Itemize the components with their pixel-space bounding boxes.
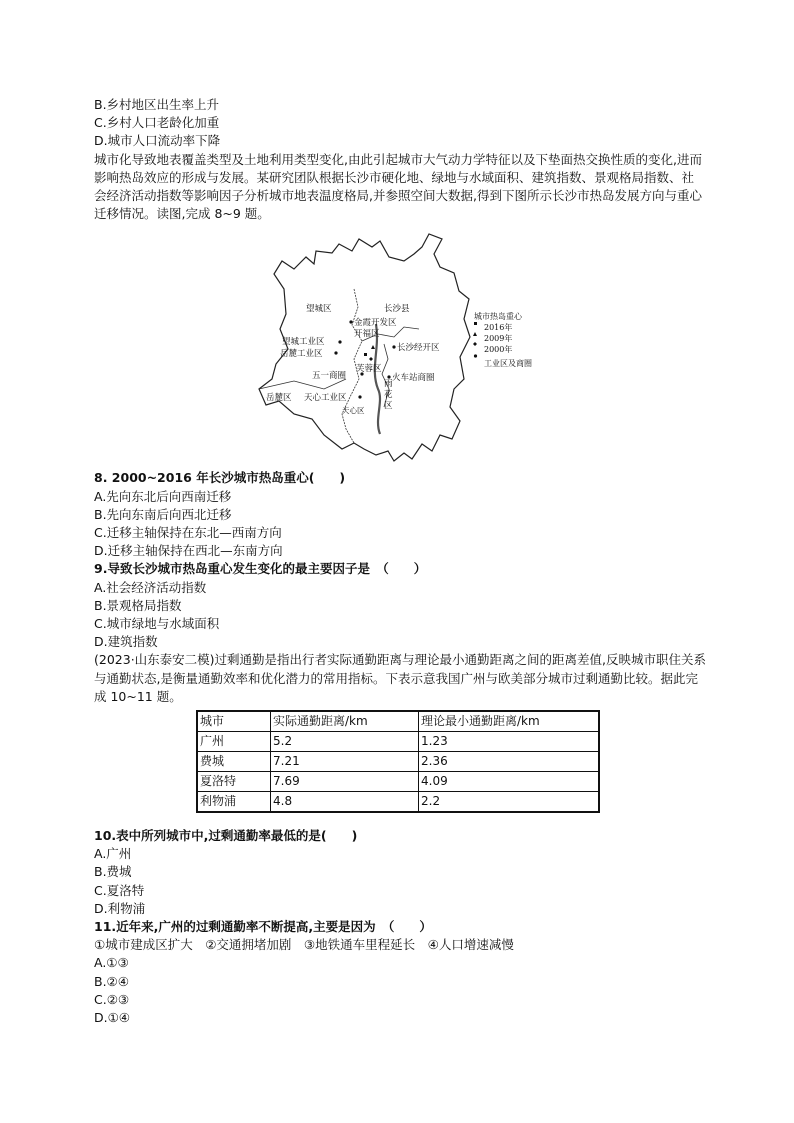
- table-row: [197, 752, 599, 772]
- table-row: [197, 772, 599, 792]
- table-row: [197, 732, 599, 752]
- q11-option-d: D.①④: [94, 1010, 131, 1026]
- table-cell: 4.8: [271, 792, 419, 813]
- table-cell: 利物浦: [197, 792, 271, 813]
- option-b-prev: B.乡村地区出生率上升: [94, 97, 220, 112]
- label-wuyi: 五一商圈: [312, 371, 347, 382]
- label-jinxia: 金霞开发区: [354, 318, 397, 329]
- q8-option-c: C.迁移主轴保持在东北—西南方向: [94, 525, 282, 541]
- label-yuelu-ind: 岳麓工业区: [280, 349, 323, 360]
- table-header: 理论最小通勤距离/km: [419, 711, 600, 732]
- label-wangcheng: 望城区: [306, 304, 332, 315]
- label-wangcheng-ind: 望城工业区: [282, 337, 325, 348]
- label-changsha-econ: 长沙经开区: [397, 343, 440, 354]
- q10-option-b: B.费城: [94, 864, 132, 880]
- q11-option-a: A.①③: [94, 955, 129, 971]
- table-cell: 费城: [197, 752, 271, 772]
- label-tianxin: 天心区: [342, 406, 365, 416]
- table-cell: 广州: [197, 732, 271, 752]
- page-content: [94, 96, 714, 1027]
- q8-option-a: A.先向东北后向西南迁移: [94, 488, 232, 504]
- q9-option-c: C.城市绿地与水域面积: [94, 616, 220, 632]
- q10-option-d: D.利物浦: [94, 900, 146, 916]
- point-jinxia: [349, 321, 352, 324]
- q8-option-b: B.先向东南后向西北迁移: [94, 506, 232, 522]
- q11-conditions: ①城市建成区扩大 ②交通拥堵加剧 ③地铁通车里程延长 ④人口增速减慢: [94, 937, 514, 953]
- table-header-row: [197, 711, 599, 732]
- table-cell: 1.23: [419, 732, 600, 752]
- q8-option-d: D.迁移主轴保持在西北—东南方向: [94, 543, 283, 559]
- table-cell: 夏洛特: [197, 772, 271, 792]
- option-d-prev: D.城市人口流动率下降: [94, 133, 221, 149]
- table-cell: 2.36: [419, 752, 600, 772]
- table-cell: 5.2: [271, 732, 419, 752]
- label-kaifu: 开福区: [354, 329, 380, 340]
- intro-q8-9: 城市化导致地表覆盖类型及土地利用类型变化,由此引起城市大气动力学特征以及下垫面热交换性质的变化,进而影响热岛效应的形成与发展。某研究团队根据长沙市硬化地、绿地与水域面积、建筑指数、景观格局指数、社会经济活动指数等影响因子分析城市地表温度格局,并参照空间大数据,得到下图所示长沙市热岛发展方向与重心迁移情况。读图,完成 8~9 题。: [94, 151, 702, 222]
- table-header: 城市: [197, 711, 271, 732]
- point-changsha-econ: [392, 346, 395, 349]
- legend-industry: 工业区及商圈: [484, 359, 532, 369]
- q11-stem: 11.近年来,广州的过剩通勤率不断提高,主要是因为 （ ）: [94, 919, 432, 935]
- legend-2016: 2016年: [484, 323, 513, 333]
- legend-2009: 2009年: [484, 334, 513, 344]
- q9-option-a: A.社会经济活动指数: [94, 579, 207, 595]
- label-yuelu: 岳麓区: [266, 393, 292, 404]
- table-cell: 2.2: [419, 792, 600, 813]
- changsha-heat-island-map: [254, 229, 554, 469]
- label-yuhua: 雨 花 区: [384, 379, 393, 412]
- label-furong: 芙蓉区: [356, 364, 382, 375]
- table-header: 实际通勤距离/km: [271, 711, 419, 732]
- q8-stem: 8. 2000~2016 年长沙城市热岛重心( ): [94, 470, 346, 486]
- point-wangcheng-ind: [338, 341, 341, 344]
- centroid-2000: [369, 357, 373, 361]
- label-tianxin-ind: 天心工业区: [304, 393, 347, 404]
- map-legend: [474, 311, 532, 369]
- xiang-river: [375, 324, 380, 434]
- q10-option-a: A.广州: [94, 846, 132, 862]
- table-cell: 7.21: [271, 752, 419, 772]
- table-cell: 4.09: [419, 772, 600, 792]
- q9-stem: 9.导致长沙城市热岛重心发生变化的最主要因子是 （ ）: [94, 561, 427, 577]
- point-yuelu-ind: [334, 352, 337, 355]
- centroid-2016: [364, 353, 367, 356]
- q11-option-b: B.②④: [94, 973, 129, 989]
- label-train: 火车站商圈: [392, 373, 435, 384]
- option-c-prev: C.乡村人口老龄化加重: [94, 115, 220, 131]
- q9-option-d: D.建筑指数: [94, 634, 158, 650]
- centroid-2009: [371, 345, 375, 349]
- legend-2000: 2000年: [484, 345, 513, 355]
- q9-option-b: B.景观格局指数: [94, 597, 182, 613]
- legend-title: 城市热岛重心: [474, 312, 522, 322]
- commute-table: [196, 710, 600, 813]
- table-row: [197, 792, 599, 813]
- point-tianxin-ind: [358, 396, 361, 399]
- q10-option-c: C.夏洛特: [94, 882, 145, 898]
- label-changsha-county: 长沙县: [384, 304, 410, 315]
- q11-option-c: C.②③: [94, 991, 130, 1007]
- q10-stem: 10.表中所列城市中,过剩通勤率最低的是( ): [94, 828, 358, 844]
- table-cell: 7.69: [271, 772, 419, 792]
- intro-q10-11: (2023·山东泰安二模)过剩通勤是指出行者实际通勤距离与理论最小通勤距离之间的距离差值,反映城市职住关系与通勤状态,是衡量通勤效率和优化潜力的常用指标。下表示意我国广州与欧美部分城市过剩通勤比较。据此完成 10~11 题。: [94, 652, 707, 704]
